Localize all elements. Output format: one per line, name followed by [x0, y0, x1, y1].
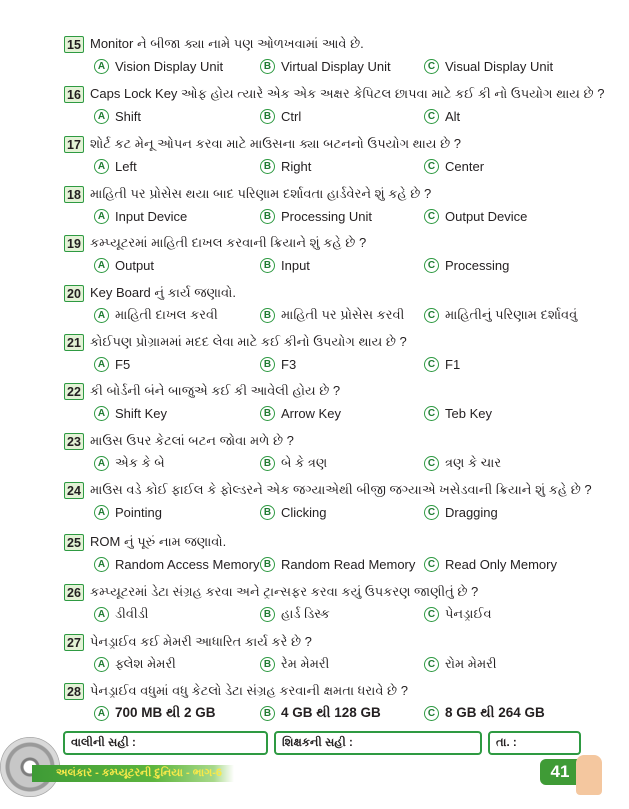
option-letter-circle: B — [260, 209, 275, 224]
option-c — [424, 503, 498, 521]
option-b — [260, 454, 327, 472]
option-text: Output — [115, 257, 155, 273]
question-line — [64, 381, 340, 401]
option-text: ત્રણ કે ચાર — [445, 455, 502, 470]
option-text: Shift — [115, 108, 142, 124]
question-block — [64, 582, 604, 630]
option-text: Read Only Memory — [445, 556, 557, 572]
question-text: માહિતી પર પ્રોસેસ થયા બાદ પરિણામ દર્શાવતા હાર્ડવેરને શું કહે છે ? — [90, 186, 432, 201]
option-a — [94, 107, 141, 125]
option-text: માહિતી પર પ્રોસેસ કરવી — [281, 307, 405, 322]
question-block — [64, 283, 604, 331]
question-text: પેનડ્રાઈવ કઈ મેમરી આધારિત કાર્ય કરે છે ? — [90, 634, 312, 649]
question-number: 20 — [64, 285, 84, 302]
option-b — [260, 655, 329, 673]
date-box — [488, 731, 581, 755]
question-number: 18 — [64, 186, 84, 203]
option-text: Left — [115, 158, 137, 174]
question-number: 26 — [64, 584, 84, 601]
option-letter-circle: C — [424, 159, 439, 174]
question-text: ROM નું પૂરું નામ જણાવો. — [90, 534, 227, 549]
option-letter-circle: A — [94, 557, 109, 572]
question-block — [64, 134, 604, 182]
option-c — [424, 256, 509, 274]
option-text: Clicking — [281, 504, 327, 520]
option-letter-circle: A — [94, 505, 109, 520]
option-text: Processing — [445, 257, 510, 273]
option-letter-circle: B — [260, 59, 275, 74]
option-text: Arrow Key — [281, 405, 341, 421]
question-block — [64, 332, 604, 380]
option-letter-circle: A — [94, 59, 109, 74]
option-b — [260, 404, 341, 422]
option-letter-circle: C — [424, 109, 439, 124]
option-text: Input Device — [115, 208, 188, 224]
option-letter-circle: B — [260, 406, 275, 421]
option-text: રોમ મેમરી — [445, 656, 497, 671]
option-text: Shift Key — [115, 405, 168, 421]
question-block — [64, 632, 604, 680]
question-block — [64, 34, 604, 82]
option-text: Visual Display Unit — [445, 58, 554, 74]
question-line — [64, 632, 312, 652]
option-a — [94, 704, 216, 722]
option-text: Alt — [445, 108, 461, 124]
question-number: 27 — [64, 634, 84, 651]
option-c — [424, 404, 492, 422]
option-letter-circle: B — [260, 357, 275, 372]
option-letter-circle: A — [94, 209, 109, 224]
question-number: 24 — [64, 482, 84, 499]
question-text: પેનડ્રાઈવ વધુમાં વધુ કેટલો ડેટા સંગ્રહ કરવાની ક્ષમતા ધરાવે છે ? — [90, 683, 408, 698]
option-letter-circle: B — [260, 456, 275, 471]
option-letter-circle: A — [94, 456, 109, 471]
option-c — [424, 107, 460, 125]
page-number-text: 41 — [550, 762, 570, 781]
page-number — [540, 759, 580, 785]
option-letter-circle: B — [260, 109, 275, 124]
question-block — [64, 480, 604, 528]
option-text: Right — [281, 158, 312, 174]
option-text: Ctrl — [281, 108, 302, 124]
question-text: માઉસ ઉપર કેટલાં બટન જોવા મળે છે ? — [90, 433, 294, 448]
option-letter-circle: C — [424, 258, 439, 273]
question-number: 25 — [64, 534, 84, 551]
question-block — [64, 84, 604, 132]
option-text: ડીવીડી — [115, 606, 149, 621]
question-text: કમ્પ્યૂટરમાં માહિતી દાખલ કરવાની ક્રિયાને શું કહે છે ? — [90, 235, 367, 250]
question-block — [64, 184, 604, 232]
option-text: પેનડ્રાઈવ — [445, 606, 492, 621]
date-label: તા. : — [496, 737, 517, 749]
question-number: 17 — [64, 136, 84, 153]
option-a — [94, 57, 223, 75]
option-text: 8 GB થી 264 GB — [445, 705, 545, 720]
option-c — [424, 306, 577, 324]
option-a — [94, 454, 165, 472]
question-block — [64, 431, 604, 479]
book-title: અલંકાર - કમ્પ્યૂટરની દુનિયા - ભાગ-6 — [56, 767, 223, 779]
option-text: Output Device — [445, 208, 528, 224]
question-text: Key Board નું કાર્ય જણાવો. — [90, 285, 237, 300]
option-letter-circle: A — [94, 357, 109, 372]
question-text: કોઈપણ પ્રોગ્રામમાં મદદ લેવા માટે કઈ કીનો ઉપયોગ થાય છે ? — [90, 334, 407, 349]
option-b — [260, 605, 330, 623]
option-text: Processing Unit — [281, 208, 373, 224]
question-line — [64, 184, 431, 204]
option-text: હાર્ડ ડિસ્ક — [281, 606, 330, 621]
option-text: 700 MB થી 2 GB — [115, 705, 216, 720]
question-line — [64, 532, 226, 552]
option-text: Random Access Memory — [115, 556, 260, 572]
option-c — [424, 655, 497, 673]
question-number: 15 — [64, 36, 84, 53]
question-number: 19 — [64, 235, 84, 252]
option-a — [94, 404, 167, 422]
question-line — [64, 34, 364, 54]
option-letter-circle: A — [94, 406, 109, 421]
option-letter-circle: C — [424, 209, 439, 224]
option-text: Center — [445, 158, 485, 174]
option-letter-circle: C — [424, 607, 439, 622]
question-line — [64, 233, 366, 253]
question-number: 22 — [64, 383, 84, 400]
question-line — [64, 134, 461, 154]
option-text: માહિતી દાખલ કરવી — [115, 307, 218, 322]
option-a — [94, 157, 137, 175]
option-text: F3 — [281, 356, 297, 372]
option-letter-circle: C — [424, 557, 439, 572]
option-b — [260, 207, 372, 225]
question-line — [64, 582, 478, 602]
option-b — [260, 57, 391, 75]
teacher-sign-box — [274, 731, 482, 755]
option-letter-circle: A — [94, 657, 109, 672]
option-a — [94, 605, 149, 623]
question-text: Monitor ને બીજા ક્યા નામે પણ ઓળખવામાં આવે છે. — [90, 36, 364, 51]
option-b — [260, 355, 296, 373]
option-a — [94, 256, 154, 274]
option-letter-circle: A — [94, 607, 109, 622]
signature-bar — [63, 731, 581, 755]
option-c — [424, 57, 553, 75]
question-number: 16 — [64, 86, 84, 103]
option-c — [424, 454, 501, 472]
option-letter-circle: B — [260, 607, 275, 622]
option-letter-circle: B — [260, 706, 275, 721]
option-letter-circle: B — [260, 657, 275, 672]
option-text: 4 GB થી 128 GB — [281, 705, 381, 720]
option-c — [424, 207, 527, 225]
option-text: એક કે બે — [115, 455, 165, 470]
option-text: માહિતીનું પરિણામ દર્શાવવું — [445, 307, 578, 322]
option-text: Dragging — [445, 504, 498, 520]
option-letter-circle: A — [94, 258, 109, 273]
question-number: 28 — [64, 683, 84, 700]
option-a — [94, 207, 187, 225]
question-text: કમ્પ્યૂટરમાં ડેટા સંગ્રહ કરવા અને ટ્રાન્સફર કરવા કયું ઉપકરણ જાણીતું છે ? — [90, 584, 479, 599]
option-b — [260, 157, 311, 175]
option-b — [260, 256, 310, 274]
option-c — [424, 355, 460, 373]
parent-sign-label: વાલીની સહી : — [71, 737, 136, 749]
option-b — [260, 555, 415, 573]
option-a — [94, 655, 176, 673]
option-letter-circle: C — [424, 406, 439, 421]
question-block — [64, 681, 604, 729]
option-letter-circle: C — [424, 59, 439, 74]
option-letter-circle: C — [424, 308, 439, 323]
option-text: Random Read Memory — [281, 556, 416, 572]
option-a — [94, 306, 218, 324]
option-text: Virtual Display Unit — [281, 58, 391, 74]
hand-icon — [576, 755, 602, 795]
option-letter-circle: B — [260, 557, 275, 572]
option-text: Vision Display Unit — [115, 58, 224, 74]
option-letter-circle: B — [260, 159, 275, 174]
option-letter-circle: C — [424, 357, 439, 372]
option-letter-circle: B — [260, 505, 275, 520]
option-b — [260, 704, 381, 722]
option-letter-circle: C — [424, 657, 439, 672]
option-letter-circle: A — [94, 159, 109, 174]
parent-sign-box — [63, 731, 268, 755]
question-block — [64, 381, 604, 429]
question-text: કી બોર્ડની બંને બાજુએ કઈ કી આવેલી હોય છે ? — [90, 383, 341, 398]
question-block — [64, 233, 604, 281]
question-line — [64, 332, 407, 352]
question-line — [64, 480, 592, 500]
question-line — [64, 84, 604, 104]
option-b — [260, 107, 301, 125]
question-text: માઉસ વડે કોઈ ફાઈલ કે ફોલ્ડરને એક જગ્યાએથી બીજી જગ્યાએ ખસેડવાની ક્રિયાને શું કહે છે ? — [90, 482, 592, 497]
question-line — [64, 431, 294, 451]
option-text: Pointing — [115, 504, 162, 520]
book-title-ribbon — [32, 765, 234, 782]
teacher-sign-label: શિક્ષકની સહી : — [282, 737, 353, 749]
option-text: F5 — [115, 356, 131, 372]
question-line — [64, 283, 236, 303]
option-letter-circle: C — [424, 706, 439, 721]
option-letter-circle: A — [94, 109, 109, 124]
option-letter-circle: C — [424, 505, 439, 520]
option-text: F1 — [445, 356, 461, 372]
option-text: Teb Key — [445, 405, 492, 421]
option-text: Input — [281, 257, 310, 273]
question-line — [64, 681, 408, 701]
option-b — [260, 503, 327, 521]
option-text: બે કે ત્રણ — [281, 455, 328, 470]
question-block — [64, 532, 604, 580]
option-c — [424, 605, 492, 623]
option-c — [424, 157, 484, 175]
page-footer — [0, 755, 629, 809]
question-number: 23 — [64, 433, 84, 450]
option-a — [94, 555, 260, 573]
question-text: Caps Lock Key ઓફ હોય ત્યારે એક એક અક્ષર કેપિટલ છાપવા માટે કઈ કી નો ઉપયોગ થાય છે ? — [90, 86, 605, 101]
option-letter-circle: A — [94, 706, 109, 721]
option-letter-circle: B — [260, 258, 275, 273]
question-text: શોર્ટ કટ મેનૂ ઓપન કરવા માટે માઉસના ક્યા બટનનો ઉપયોગ થાય છે ? — [90, 136, 461, 151]
option-a — [94, 355, 130, 373]
option-letter-circle: A — [94, 308, 109, 323]
option-b — [260, 306, 404, 324]
option-c — [424, 704, 545, 722]
option-letter-circle: B — [260, 308, 275, 323]
option-c — [424, 555, 557, 573]
option-text: રેમ મેમરી — [281, 656, 330, 671]
question-number: 21 — [64, 334, 84, 351]
option-letter-circle: C — [424, 456, 439, 471]
option-a — [94, 503, 162, 521]
option-text: ફ્લેશ મેમરી — [115, 656, 176, 671]
